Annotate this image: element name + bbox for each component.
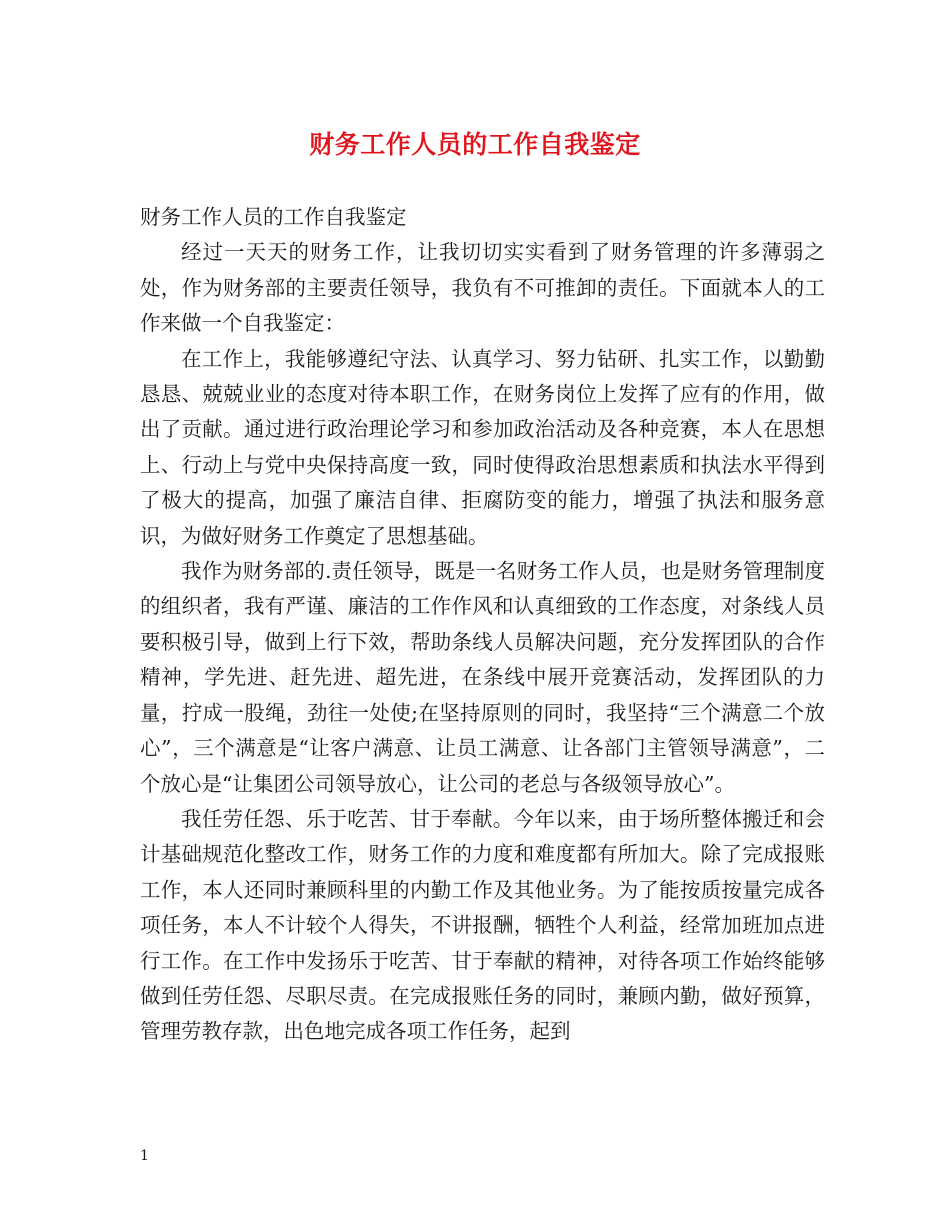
- paragraph-1: 经过一天天的财务工作，让我切切实实看到了财务管理的许多薄弱之处，作为财务部的主要责任领导，我负有不可推卸的责任。下面就本人的工作来做一个自我鉴定：: [140, 240, 825, 336]
- document-subtitle: 财务工作人员的工作自我鉴定: [140, 205, 407, 229]
- document-body: [140, 200, 825, 1050]
- paragraph-3: 我作为财务部的.责任领导，既是一名财务工作人员，也是财务管理制度的组织者，我有严谨、廉洁的工作作风和认真细致的工作态度，对条线人员要积极引导，做到上行下效，帮助条线人员解决问题，充分发挥团队的合作精神，学先进、赶先进、超先进，在条线中展开竞赛活动，发挥团队的力量，拧成一股绳，劲往一处使;在坚持原则的同时，我坚持“三个满意二个放心”，三个满意是“让客户满意、让员工满意、让各部门主管领导满意”，二个放心是“让集团公司领导放心，让公司的老总与各级领导放心”。: [140, 559, 825, 796]
- paragraph-4: 我任劳任怨、乐于吃苦、甘于奉献。今年以来，由于场所整体搬迁和会计基础规范化整改工作，财务工作的力度和难度都有所加大。除了完成报账工作，本人还同时兼顾科里的内勤工作及其他业务。为了能按质按量完成各项任务，本人不计较个人得失，不讲报酬，牺牲个人利益，经常加班加点进行工作。在工作中发扬乐于吃苦、甘于奉献的精神，对待各项工作始终能够做到任劳任怨、尽职尽责。在完成报账任务的同时，兼顾内勤，做好预算，管理劳教存款，出色地完成各项工作任务，起到: [140, 806, 825, 1044]
- page-number: 1: [140, 1148, 149, 1164]
- paragraph-2: 在工作上，我能够遵纪守法、认真学习、努力钻研、扎实工作，以勤勤恳恳、兢兢业业的态度对待本职工作，在财务岗位上发挥了应有的作用，做出了贡献。通过进行政治理论学习和参加政治活动及各种竞赛，本人在思想上、行动上与党中央保持高度一致，同时使得政治思想素质和执法水平得到了极大的提高，加强了廉洁自律、拒腐防变的能力，增强了执法和服务意识，为做好财务工作奠定了思想基础。: [140, 346, 825, 548]
- document-title: 财务工作人员的工作自我鉴定: [309, 130, 641, 159]
